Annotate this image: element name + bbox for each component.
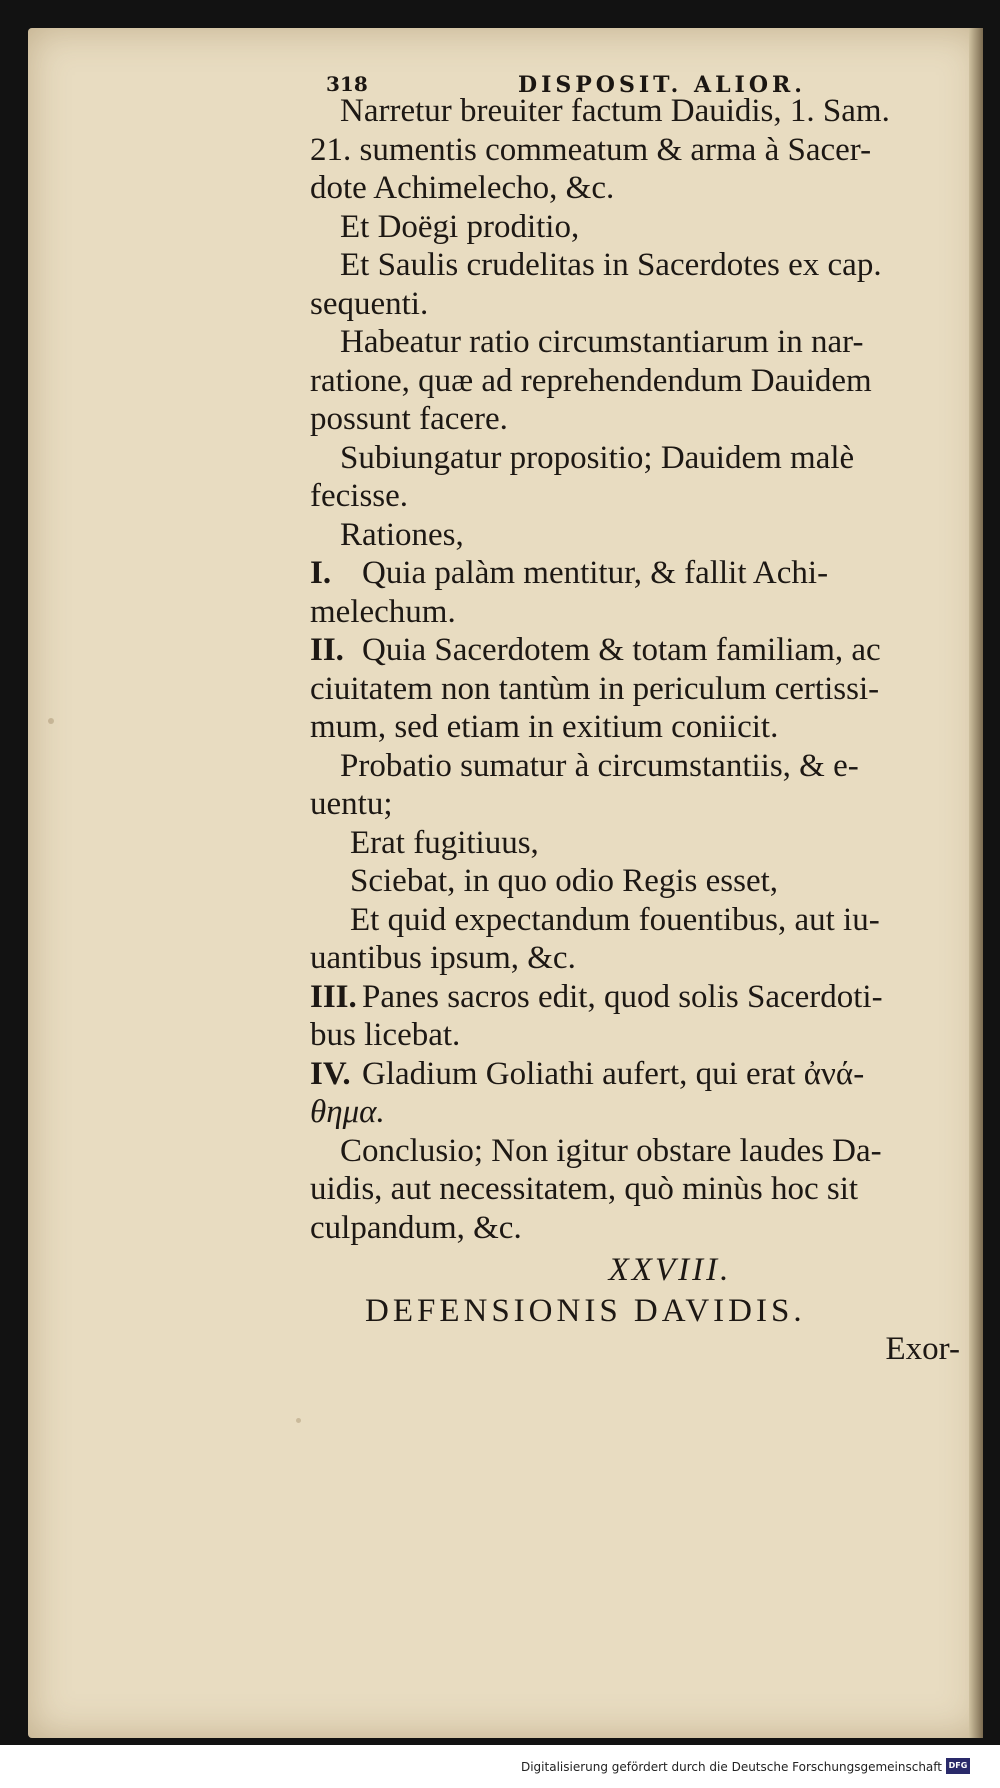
line-text: melechum. (310, 593, 456, 630)
line-text: ratione, quæ ad reprehendendum Dauidem (310, 362, 872, 399)
line-text: Gladium Goliathi aufert, qui erat ἀνά- (362, 1055, 865, 1092)
text-line (310, 978, 970, 1017)
line-text: uentu; (310, 786, 393, 822)
text-line (310, 785, 970, 824)
text-line (310, 747, 970, 786)
paper-stain (48, 718, 54, 724)
text-line (310, 1055, 970, 1094)
line-text: Et Saulis crudelitas in Sacerdotes ex cap. (340, 247, 882, 283)
line-text: Conclusio; Non igitur obstare laudes Da- (340, 1132, 882, 1169)
text-line (310, 824, 970, 863)
line-text: mum, sed etiam in exitium coniicit. (310, 709, 779, 745)
text-line (310, 1209, 970, 1248)
text-line (310, 1170, 970, 1209)
text-line (310, 631, 970, 670)
line-text: Et quid expectandum fouentibus, aut iu- (350, 901, 880, 938)
text-line (310, 323, 970, 362)
main-text (310, 92, 970, 1369)
text-line (310, 400, 970, 439)
paper-stain (296, 1418, 301, 1423)
section-number: XXVIII. (608, 1252, 732, 1288)
text-line (310, 285, 970, 324)
text-line (310, 593, 970, 632)
line-text: Erat fugitiuus, (350, 824, 539, 861)
page-number: 318 (326, 72, 368, 96)
text-line (310, 131, 970, 170)
line-text: Rationes, (340, 516, 464, 553)
enumeration-number: I. (310, 555, 332, 591)
line-text: Quia Sacerdotem & totam familiam, ac (362, 632, 881, 668)
line-text: uantibus ipsum, &c. (310, 940, 576, 976)
line-text: uidis, aut necessitatem, quò minùs hoc sit (310, 1171, 859, 1207)
line-text: 21. sumentis commeatum & arma à Sacer- (310, 131, 872, 168)
text-line (310, 1093, 970, 1132)
line-text: culpandum, &c. (310, 1209, 522, 1246)
text-line (310, 901, 970, 940)
text-line (310, 246, 970, 285)
text-line (310, 670, 970, 709)
line-text: Et Doëgi proditio, (340, 208, 580, 245)
line-text: Subiungatur propositio; Dauidem malè (340, 439, 855, 476)
enumeration-number: III. (310, 978, 357, 1015)
text-line (310, 862, 970, 901)
running-title: DISPOSIT. ALIOR. (518, 72, 806, 98)
line-text: sequenti. (310, 285, 429, 322)
enumeration-number: II. (310, 632, 344, 668)
line-text: dote Achimelecho, &c. (310, 170, 615, 206)
line-text: bus licebat. (310, 1017, 461, 1053)
line-text: possunt facere. (310, 401, 508, 437)
text-line (310, 1016, 970, 1055)
line-text: Habeatur ratio circumstantiarum in nar- (340, 324, 864, 360)
line-text: θημα. (310, 1094, 385, 1130)
line-text: ciuitatem non tantùm in periculum certissi- (310, 670, 880, 707)
text-line (310, 477, 970, 516)
line-text: Narretur breuiter factum Dauidis, 1. Sam. (340, 93, 890, 129)
text-line (310, 208, 970, 247)
line-text: Sciebat, in quo odio Regis esset, (350, 863, 779, 899)
enumeration-number: IV. (310, 1055, 351, 1092)
text-line (310, 169, 970, 208)
text-line (310, 554, 970, 593)
text-line (310, 362, 970, 401)
text-line (310, 92, 970, 131)
text-line (310, 516, 970, 555)
page-edge (969, 28, 983, 1738)
text-lines (310, 92, 970, 1247)
line-text: fecisse. (310, 478, 409, 514)
text-line (310, 708, 970, 747)
line-text: Probatio sumatur à circumstantiis, & e- (340, 747, 859, 784)
catchword: Exor- (885, 1331, 960, 1367)
digitization-credit: Digitalisierung gefördert durch die Deutsche Forschungsgemeinschaft (520, 1760, 942, 1774)
text-line (310, 1132, 970, 1171)
line-text: Panes sacros edit, quod solis Sacerdoti- (362, 978, 883, 1015)
section-title: DEFENSIONIS DAVIDIS. (365, 1292, 806, 1329)
text-line (310, 439, 970, 478)
dfg-logo: DFG (946, 1758, 970, 1774)
line-text: Quia palàm mentitur, & fallit Achi- (362, 555, 829, 591)
text-line (310, 939, 970, 978)
